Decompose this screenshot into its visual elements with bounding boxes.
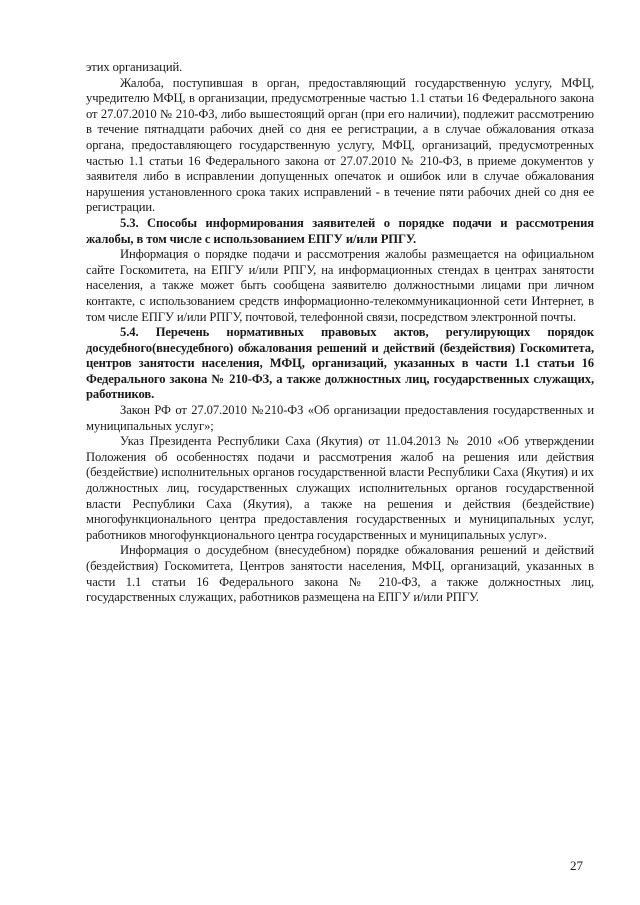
paragraph-presidential-decree: Указ Президента Республики Саха (Якутия) от 11.04.2013 № 2010 «Об утверждении Положения об особенностях подачи и рассмотрения жалоб на решения или действия (бездействие) исполнительных органов государственной власти Республики Саха (Якутия) и их должностных лиц, государственных служащих исполнительных органов государственной власти Республики Саха (Якутия), а также на решения и действия (бездействие) многофункционального центра предоставления государственных и муниципальных услуг, работников многофункционального центра государственных и муниципальных услуг».	[86, 434, 594, 542]
paragraph-federal-law: Закон РФ от 27.07.2010 №210-ФЗ «Об организации предоставления государственных и муниципальных услуг»;	[86, 403, 594, 433]
paragraph-complaint-review-terms: Жалоба, поступившая в орган, предоставляющий государственную услугу, МФЦ, учредителю МФЦ, в организации, предусмотренные частью 1.1 статьи 16 Федерального закона от 27.07.2010 № 210-ФЗ, либо вышестоящий орган (при его наличии), подлежит рассмотрению в течение пятнадцати рабочих дней со дня ее регистрации, а в случае обжалования отказа органа, предоставляющего государственную услугу, МФЦ, организаций, предусмотренных частью 1.1 статьи 16 Федерального закона от 27.07.2010 № 210-ФЗ, в приеме документов у заявителя либо в исправлении допущенных опечаток и ошибок или в случае обжалования нарушения установленного срока таких исправлений - в течение пяти рабочих дней со дня ее регистрации.	[86, 75, 594, 215]
section-heading-5-4: 5.4. Перечень нормативных правовых актов, регулирующих порядок досудебного(внесудебного) обжалования решений и действий (бездействия) Госкомитета, центров занятости населения, МФЦ, организаций, указанных в части 1.1 статьи 16 Федерального закона № 210-ФЗ, а также должностных лиц, государственных служащих, работников.	[86, 325, 594, 402]
document-page	[86, 60, 594, 606]
paragraph-information-methods: Информация о порядке подачи и рассмотрения жалобы размещается на официальном сайте Госкомитета, на ЕПГУ и/или РПГУ, на информационных стендах в центрах занятости населения, а также может быть сообщена заявителю должностными лицами при личном контакте, с использованием средств информационно-телекоммуникационной сети Интернет, в том числе ЕПГУ и/или РПГУ, почтовой, телефонной связи, посредством электронной почты.	[86, 247, 594, 324]
paragraph-continuation: этих организаций.	[86, 60, 183, 74]
section-heading-5-3: 5.3. Способы информирования заявителей о порядке подачи и рассмотрения жалобы, в том числе с использованием ЕПГУ и/или РПГУ.	[86, 215, 594, 246]
page-number: 27	[570, 858, 583, 873]
paragraph-appeal-information: Информация о досудебном (внесудебном) порядке обжалования решений и действий (бездействия) Госкомитета, Центров занятости населения, МФЦ, организаций, указанных в части 1.1 статьи 16 Федерального закона № 210-ФЗ, а также должностных лиц, государственных служащих, работников размещена на ЕПГУ и/или РПГУ.	[86, 543, 594, 605]
